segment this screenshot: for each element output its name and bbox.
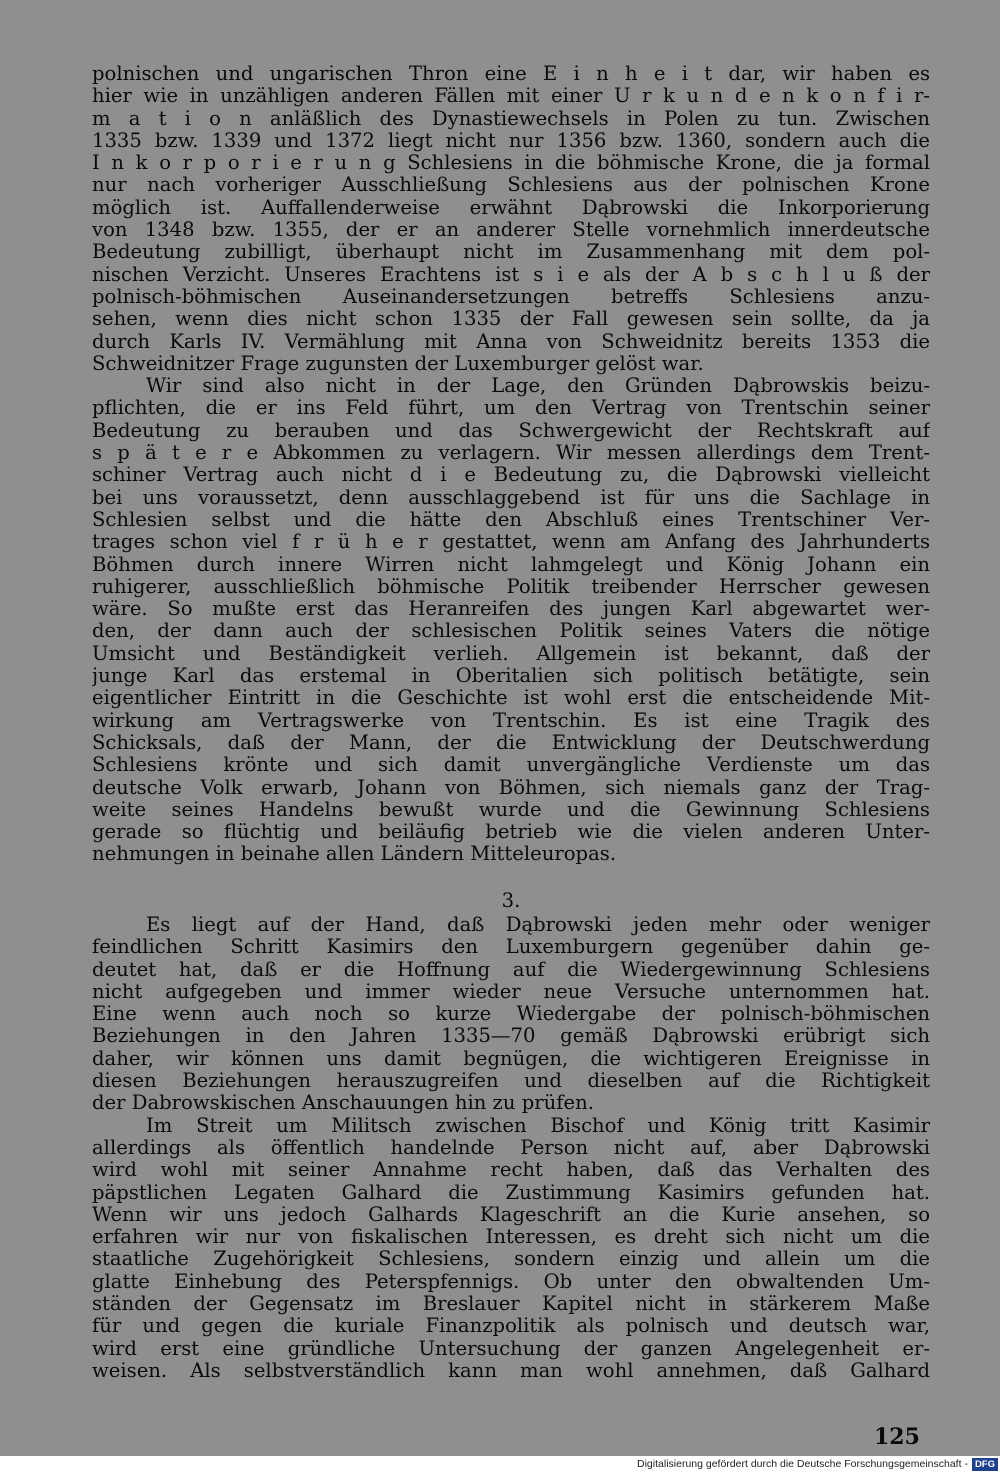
text-line: feindlichen Schritt Kasimirs den Luxemburgern gegenüber dahin ge- (92, 936, 930, 959)
text-line: polnischen und ungarischen Thron eine E i n h e i t dar, wir haben es (92, 63, 930, 85)
text-line: polnisch-böhmischen Auseinandersetzungen betreffs Schlesiens anzu- (92, 285, 930, 308)
text-line: Schicksals, daß der Mann, der die Entwicklung der Deutschwerdung (92, 731, 930, 754)
text-line: junge Karl das erstemal in Oberitalien sich politisch betätigte, sein (92, 665, 930, 688)
text-line: päpstlichen Legaten Galhard die Zustimmung Kasimirs gefunden hat. (92, 1181, 930, 1204)
digitization-footer (0, 1456, 1000, 1473)
text-line: nehmungen in beinahe allen Ländern Mitteleuropas. (92, 843, 617, 866)
text-line: allerdings als öffentlich handelnde Person nicht auf, aber Dąbrowski (92, 1136, 930, 1159)
text-line: diesen Beziehungen herauszugreifen und dieselben auf die Richtigkeit (92, 1070, 930, 1093)
text-line: Wir sind also nicht in der Lage, den Gründen Dąbrowskis beizu- (146, 375, 930, 398)
text-line: der Dabrowskischen Anschauungen hin zu prüfen. (92, 1092, 594, 1115)
text-line: weite seines Handelns bewußt wurde und die Gewinnung Schlesiens (92, 798, 930, 821)
text-line: wäre. So mußte erst das Heranreifen des jungen Karl abgewartet wer- (92, 598, 930, 621)
text-line: weisen. Als selbstverständlich kann man wohl annehmen, daß Galhard (92, 1359, 930, 1382)
text-line: Beziehungen in den Jahren 1335—70 gemäß Dąbrowski erübrigt sich (92, 1025, 930, 1048)
text-line: wird erst eine gründliche Untersuchung der ganzen Angelegenheit er- (92, 1337, 930, 1360)
text-line: Umsicht und Beständigkeit verlieh. Allgemein ist bekannt, daß der (92, 642, 930, 665)
text-line: Schlesien selbst und die hätte den Abschluß eines Trentschiner Ver- (92, 508, 930, 531)
text-line: deutsche Volk erwarb, Johann von Böhmen, sich niemals ganz der Trag- (92, 776, 930, 799)
text-line: erfahren wir nur von fiskalischen Interessen, es dreht sich nicht um die (92, 1226, 930, 1249)
text-line: durch Karls IV. Vermählung mit Anna von Schweidnitz bereits 1353 die (92, 330, 930, 353)
text-line: von 1348 bzw. 1355, der er an anderer Stelle vornehmlich innerdeutsche (92, 219, 930, 242)
text-line: Böhmen durch innere Wirren nicht lahmgelegt und König Johann ein (92, 553, 930, 576)
text-line: Es liegt auf der Hand, daß Dąbrowski jeden mehr oder weniger (146, 914, 930, 936)
text-line: gerade so flüchtig und beiläufig betrieb wie die vielen anderen Unter- (92, 821, 930, 844)
text-line: trages schon viel f r ü h e r gestattet, wenn am Anfang des Jahrhunderts (92, 531, 930, 554)
text-line: Schweidnitzer Frage zugunsten der Luxemburger gelöst war. (92, 352, 704, 375)
text-line: Eine wenn auch noch so kurze Wiedergabe der polnisch-böhmischen (92, 1003, 930, 1026)
text-line: eigentlicher Eintritt in die Geschichte ist wohl erst die entscheidende Mit- (92, 687, 930, 710)
text-line: Im Streit um Militsch zwischen Bischof und König tritt Kasimir (146, 1114, 930, 1137)
text-line: m a t i o n anläßlich des Dynastiewechsels in Polen zu tun. Zwischen (92, 107, 930, 130)
text-line: s p ä t e r e Abkommen zu verlagern. Wir messen allerdings dem Trent- (92, 442, 930, 465)
section-heading: 3. (501, 889, 521, 912)
text-line: Bedeutung zu berauben und das Schwergewicht der Rechtskraft auf (92, 419, 930, 442)
text-line: sehen, wenn dies nicht schon 1335 der Fall gewesen sein sollte, da ja (92, 308, 930, 331)
text-line: Bedeutung zubilligt, überhaupt nicht im Zusammenhang mit dem pol- (92, 241, 930, 264)
body-text-block-1 (92, 63, 930, 866)
text-line: nicht aufgegeben und immer wieder neue Versuche unternommen hat. (92, 980, 930, 1003)
dfg-logo-icon: DFG (972, 1458, 998, 1471)
text-line: Schlesiens krönte und sich damit unvergängliche Verdienste um das (92, 754, 930, 777)
text-line: 1335 bzw. 1339 und 1372 liegt nicht nur 1356 bzw. 1360, sondern auch die (92, 129, 930, 152)
text-line: den, der dann auch der schlesischen Politik seines Vaters die nötige (92, 620, 930, 643)
text-line: hier wie in unzähligen anderen Fällen mit einer U r k u n d e n k o n f i r- (92, 85, 930, 108)
text-line: wirkung am Vertragswerke von Trentschin. Es ist eine Tragik des (92, 709, 930, 732)
footer-text: Digitalisierung gefördert durch die Deutsche Forschungsgemeinschaft - (637, 1458, 968, 1470)
body-text-block-2 (92, 914, 930, 1382)
page-number: 125 (874, 1424, 920, 1450)
text-line: Wenn wir uns jedoch Galhards Klageschrift an die Kurie ansehen, so (92, 1203, 930, 1226)
text-line: für und gegen die kuriale Finanzpolitik als polnisch und deutsch war, (92, 1315, 930, 1338)
text-line: staatliche Zugehörigkeit Schlesiens, sondern einzig und allein um die (92, 1248, 930, 1271)
text-line: pflichten, die er ins Feld führt, um den Vertrag von Trentschin seiner (92, 397, 930, 420)
text-line: ruhigerer, ausschließlich böhmische Politik treibender Herrscher gewesen (92, 575, 930, 598)
text-line: glatte Einhebung des Peterspfennigs. Ob unter den obwaltenden Um- (92, 1270, 930, 1293)
text-line: deutet hat, daß er die Hoffnung auf die Wiedergewinnung Schlesiens (92, 958, 930, 981)
text-line: I n k o r p o r i e r u n g Schlesiens in die böhmische Krone, die ja formal (92, 152, 930, 175)
text-line: möglich ist. Auffallenderweise erwähnt Dąbrowski die Inkorporierung (92, 196, 930, 219)
text-line: bei uns voraussetzt, denn ausschlaggebend ist für uns die Sachlage in (92, 486, 930, 509)
text-line: ständen der Gegensatz im Breslauer Kapitel nicht in stärkerem Maße (92, 1293, 930, 1316)
text-line: nur nach vorheriger Ausschließung Schlesiens aus der polnischen Krone (92, 174, 930, 197)
text-line: nischen Verzicht. Unseres Erachtens ist s i e als der A b s c h l u ß der (92, 263, 930, 286)
text-line: wird wohl mit seiner Annahme recht haben, daß das Verhalten des (92, 1159, 930, 1182)
text-line: daher, wir können uns damit begnügen, die wichtigeren Ereignisse in (92, 1047, 930, 1070)
text-line: schiner Vertrag auch nicht d i e Bedeutung zu, die Dąbrowski vielleicht (92, 464, 930, 487)
